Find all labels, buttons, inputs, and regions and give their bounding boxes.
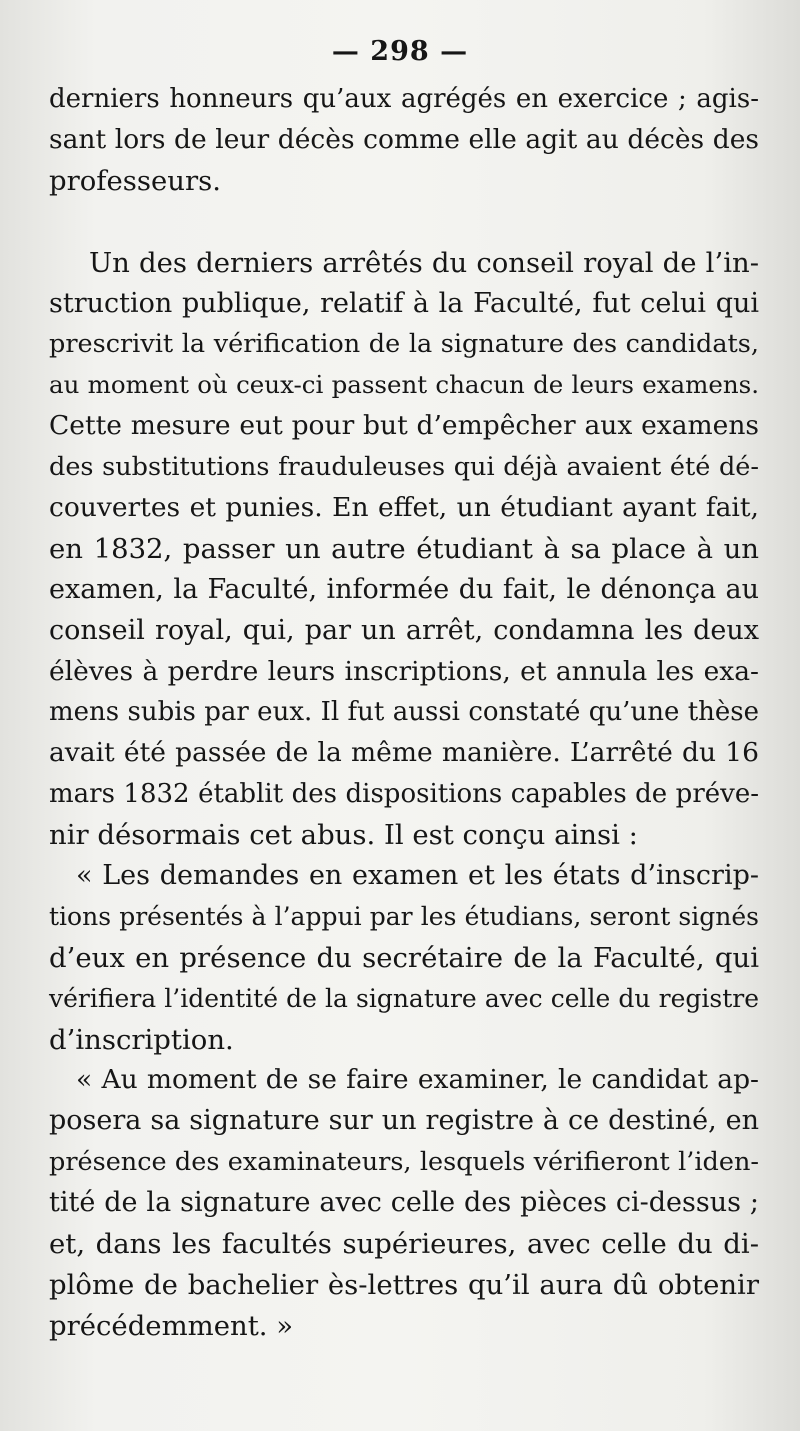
text-line: conseil royal, qui, par un arrêt, condamna les deux: [49, 614, 759, 646]
paragraph-quote-2: [49, 1060, 759, 1346]
page-number: — 298 —: [331, 36, 469, 67]
text-line: couvertes et punies. En effet, un étudiant ayant fait,: [49, 492, 759, 524]
paragraph-spacer: [49, 202, 759, 243]
text-line: « Les demandes en examen et les états d’inscrip-: [76, 860, 759, 892]
text-line: au moment où ceux-ci passent chacun de leurs examens.: [49, 370, 759, 400]
text-line: Cette mesure eut pour but d’empêcher aux examens: [49, 410, 759, 442]
body-text: [49, 79, 759, 1347]
text-line: « Au moment de se faire examiner, le candidat ap-: [76, 1064, 759, 1096]
text-line: d’inscription.: [49, 1023, 234, 1056]
text-line: sant lors de leur décès comme elle agit au décès des: [49, 123, 759, 155]
text-line: mens subis par eux. Il fut aussi constaté qu’une thèse: [49, 697, 759, 728]
text-line: tité de la signature avec celle des pièces ci-dessus ;: [49, 1187, 759, 1219]
text-line: derniers honneurs qu’aux agrégés en exercice ; agis-: [49, 84, 759, 114]
text-line: d’eux en présence du secrétaire de la Faculté, qui: [49, 941, 759, 974]
text-line: vérifiera l’identité de la signature avec celle du registre: [49, 983, 759, 1013]
text-line: Un des derniers arrêtés du conseil royal de l’in-: [89, 246, 759, 279]
text-line: examen, la Faculté, informée du fait, le dénonça au: [49, 573, 759, 605]
text-line: élèves à perdre leurs inscriptions, et annula les exa-: [49, 655, 759, 687]
text-line: nir désormais cet abus. Il est conçu ainsi :: [49, 819, 638, 852]
text-line: struction publique, relatif à la Faculté, fut celui qui: [49, 287, 759, 319]
text-line: tions présentés à l’appui par les étudians, seront signés: [49, 901, 759, 931]
paragraph-quote-1: [49, 856, 759, 1060]
text-line: précédemment. »: [49, 1309, 294, 1342]
text-line: en 1832, passer un autre étudiant à sa place à un: [49, 532, 759, 565]
paragraph-arrete: [49, 243, 759, 856]
text-line: mars 1832 établit des dispositions capables de préve-: [49, 779, 759, 810]
text-line: et, dans les facultés supérieures, avec celle du di-: [49, 1228, 759, 1261]
text-line: des substitutions frauduleuses qui déjà avaient été dé-: [49, 452, 759, 483]
text-line: avait été passée de la même manière. L’arrêté du 16: [49, 737, 759, 769]
text-line: présence des examinateurs, lesquels vérifieront l’iden-: [49, 1147, 759, 1178]
text-line: professeurs.: [49, 164, 221, 197]
paragraph-continuation: [49, 79, 759, 202]
text-line: posera sa signature sur un registre à ce destiné, en: [49, 1105, 759, 1137]
text-line: plôme de bachelier ès-lettres qu’il aura dû obtenir: [49, 1268, 759, 1301]
text-line: prescrivit la vérification de la signature des candidats,: [49, 329, 759, 360]
